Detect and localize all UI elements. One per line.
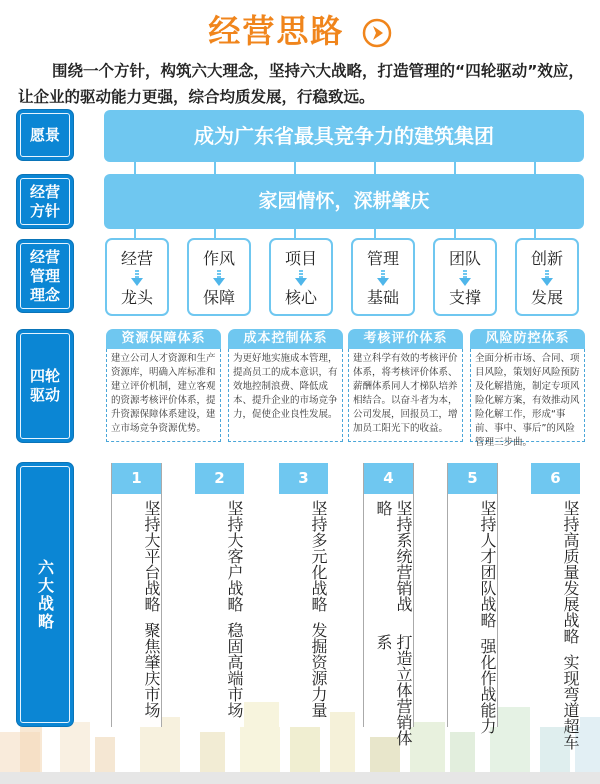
strategy-goal: 实现弯道超车 — [561, 654, 580, 750]
strategy-goal: 发掘资源力量 — [309, 622, 328, 718]
wheel-text: 全面分析市场、合同、项目风险，策划好风险预防及化解措施，制定专项风险化解方案，有效推动风险化解工作，形成“事前、事中、事后”的风险管理三步曲。 — [470, 349, 585, 442]
strategy-name: 坚持多元化战略 — [309, 500, 328, 612]
concept-top: 团队 — [448, 249, 481, 268]
concept-card — [105, 238, 169, 316]
label-vision-text: 愿景 — [29, 125, 60, 144]
wheel-card — [470, 329, 585, 448]
concept-top: 管理 — [366, 249, 399, 268]
bottom-bar — [0, 772, 600, 784]
label-concepts-line3: 理念 — [29, 285, 60, 304]
concept-bottom: 保障 — [202, 288, 235, 307]
label-four-wheels-line1: 四轮 — [29, 367, 60, 385]
vision-bar — [104, 110, 584, 162]
strategy-name: 坚持大客户战略 — [225, 500, 244, 612]
label-four-wheels — [17, 330, 73, 442]
policy-bar — [104, 174, 584, 229]
wheel-title: 考核评价体系 — [348, 329, 463, 349]
label-policy-line1: 经营 — [29, 182, 60, 201]
strategy-number: 6 — [531, 463, 580, 494]
page-title-text: 经营思路 — [208, 12, 345, 50]
wheel-text: 建立公司人才资源和生产资源库，明确入库标准和建立评价机制，建立客观的资源考核评价体系，提升资源保障体系建设，建立市场竞争资源优势。 — [106, 349, 221, 442]
concept-card — [515, 238, 579, 316]
strategy-goal: 稳固高端市场 — [225, 622, 244, 718]
label-vision — [17, 110, 73, 160]
strategy-column — [447, 463, 498, 734]
wheel-card — [228, 329, 343, 442]
concept-card — [351, 238, 415, 316]
concept-bottom: 核心 — [284, 288, 317, 307]
wheel-title: 风险防控体系 — [470, 329, 585, 349]
strategy-name: 坚持系统营销战略 — [374, 500, 413, 612]
concept-top: 项目 — [284, 249, 317, 268]
strategy-column — [111, 463, 162, 727]
strategy-number: 4 — [364, 463, 413, 494]
strategy-number: 5 — [448, 463, 497, 494]
wheel-text: 为更好地实施成本管理，提高员工的成本意识，有效地控制浪费、降低成本、提升企业的市场竞争力，促使企业良性发展。 — [228, 349, 343, 442]
concept-bottom: 龙头 — [120, 288, 153, 307]
policy-text: 家园情怀，深耕肇庆 — [258, 190, 430, 212]
arrow-down-icon — [295, 270, 307, 286]
strategy-name: 坚持人才团队战略 — [478, 500, 497, 628]
label-six-strategies — [17, 463, 73, 726]
label-six-strategies-text: 六大战略 — [35, 558, 55, 631]
wheel-card — [106, 329, 221, 442]
arrow-down-icon — [131, 270, 143, 286]
strategy-goal: 强化作战能力 — [478, 638, 497, 734]
strategy-name: 坚持高质量发展战略 — [561, 500, 580, 644]
concept-bottom: 支撑 — [448, 288, 481, 307]
strategy-column — [195, 463, 244, 727]
wheel-title: 成本控制体系 — [228, 329, 343, 349]
strategy-number: 3 — [279, 463, 328, 494]
strategy-column — [279, 463, 328, 727]
connectors-policy-concepts — [104, 229, 584, 239]
strategy-goal: 聚焦肇庆市场 — [142, 622, 161, 718]
label-policy — [17, 175, 73, 228]
play-circle-icon — [362, 18, 392, 48]
intro-paragraph: 围绕一个方针，构筑六大理念，坚持六大战略，打造管理的“四轮驱动”效应，让企业的驱动能力更强，综合均质发展，行稳致远。 — [18, 62, 584, 106]
arrow-down-icon — [541, 270, 553, 286]
arrow-down-icon — [213, 270, 225, 286]
strategy-column — [363, 463, 414, 746]
strategy-number: 2 — [195, 463, 244, 494]
label-concepts-line1: 经营 — [29, 247, 60, 266]
label-concepts-line2: 管理 — [29, 266, 60, 285]
wheel-text: 建立科学有效的考核评价体系，将考核评价体系、薪酬体系同人才梯队培养相结合。以奋斗者为本，公司发展，回报员工，增加员工阳光下的收益。 — [348, 349, 463, 442]
strategy-goal: 打造立体营销体系 — [374, 634, 413, 746]
strategy-column — [531, 463, 580, 750]
concept-top: 经营 — [120, 249, 153, 268]
page-title — [0, 6, 600, 52]
arrow-down-icon — [459, 270, 471, 286]
concept-card — [433, 238, 497, 316]
wheel-title: 资源保障体系 — [106, 329, 221, 349]
label-four-wheels-line2: 驱动 — [29, 386, 60, 404]
concept-top: 创新 — [530, 249, 563, 268]
concept-card — [269, 238, 333, 316]
vision-text: 成为广东省最具竞争力的建筑集团 — [194, 124, 494, 148]
label-concepts — [17, 240, 73, 312]
concept-card — [187, 238, 251, 316]
concept-bottom: 发展 — [530, 288, 563, 307]
connectors-vision-policy — [104, 162, 584, 174]
strategy-name: 坚持大平台战略 — [142, 500, 161, 612]
concept-top: 作风 — [202, 249, 235, 268]
concept-bottom: 基础 — [366, 288, 399, 307]
arrow-down-icon — [377, 270, 389, 286]
wheel-card — [348, 329, 463, 442]
label-policy-line2: 方针 — [29, 201, 60, 220]
strategy-number: 1 — [112, 463, 161, 494]
